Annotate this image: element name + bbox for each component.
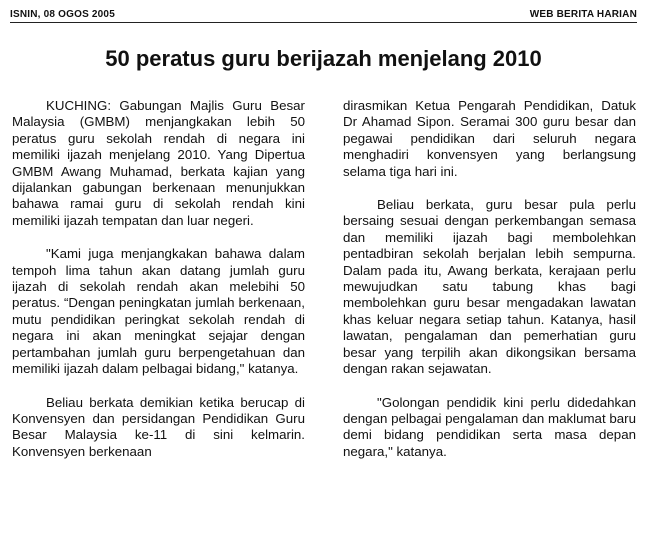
paragraph-3-continued: dirasmikan Ketua Pengarah Pendidikan, Datuk Dr Ahamad Sipon. Seramai 300 guru besar dan pegawai pendidikan dari seluruh negara menghadiri konvensyen yang berlangsung selama tiga hari ini. [343,98,636,179]
paragraph-5: "Golongan pendidik kini perlu didedahkan dengan pelbagai pengalaman dan maklumat baru demi bidang pendidikan serta masa depan negara," katanya. [343,394,636,459]
paragraph-4: Beliau berkata, guru besar pula perlu bersaing sesuai dengan perkembangan semasa dan memiliki ijazah bagi membolehkan pentadbiran sekolah berjalan lebih sempurna. Dalam pada itu, Awang berkata, kerajaan perlu mewujudkan satu tabung khas bagi membolehkan guru besar mengadakan lawatan khas keluar negara setiap tahun. Katanya, hasil lawatan, pengalaman dan pemerhatian guru besar yang terpilih akan dikongsikan bersama dengan rakan sejawatan. [343,197,636,377]
paragraph-3: Beliau berkata demikian ketika berucap di Konvensyen dan persidangan Pendidikan Guru Besar Malaysia ke-11 di sini kelmarin. Konvensyen berkenaan [12,394,305,459]
page-header [10,6,637,23]
publication-source: WEB BERITA HARIAN [529,9,637,20]
article-column-left [12,98,305,477]
paragraph-1: KUCHING: Gabungan Majlis Guru Besar Malaysia (GMBM) menjangkakan lebih 50 peratus guru sekolah rendah di negara ini memiliki ijazah menjelang 2010. Yang Dipertua GMBM Awang Muhamad, berkata kajian yang dijalankan gabungan berkenaan menunjukkan bahawa ramai guru di sekolah rendah kini memiliki ijazah tempatan dan luar negeri. [12,98,305,228]
publication-date: ISNIN, 08 OGOS 2005 [10,9,115,20]
article-headline: 50 peratus guru berijazah menjelang 2010 [105,46,542,71]
article-body [12,98,637,477]
article-column-right [343,98,636,477]
paragraph-2: "Kami juga menjangkakan bahawa dalam tempoh lima tahun akan datang jumlah guru ijazah di sekolah rendah akan melebihi 50 peratus. “Dengan peningkatan jumlah berkenaan, mutu pendidikan peringkat sekolah rendah di negara ini akan meningkat sejajar dengan pertambahan jumlah guru berpengetahuan dan memiliki ijazah dalam pelbagai bidang," katanya. [12,246,305,377]
